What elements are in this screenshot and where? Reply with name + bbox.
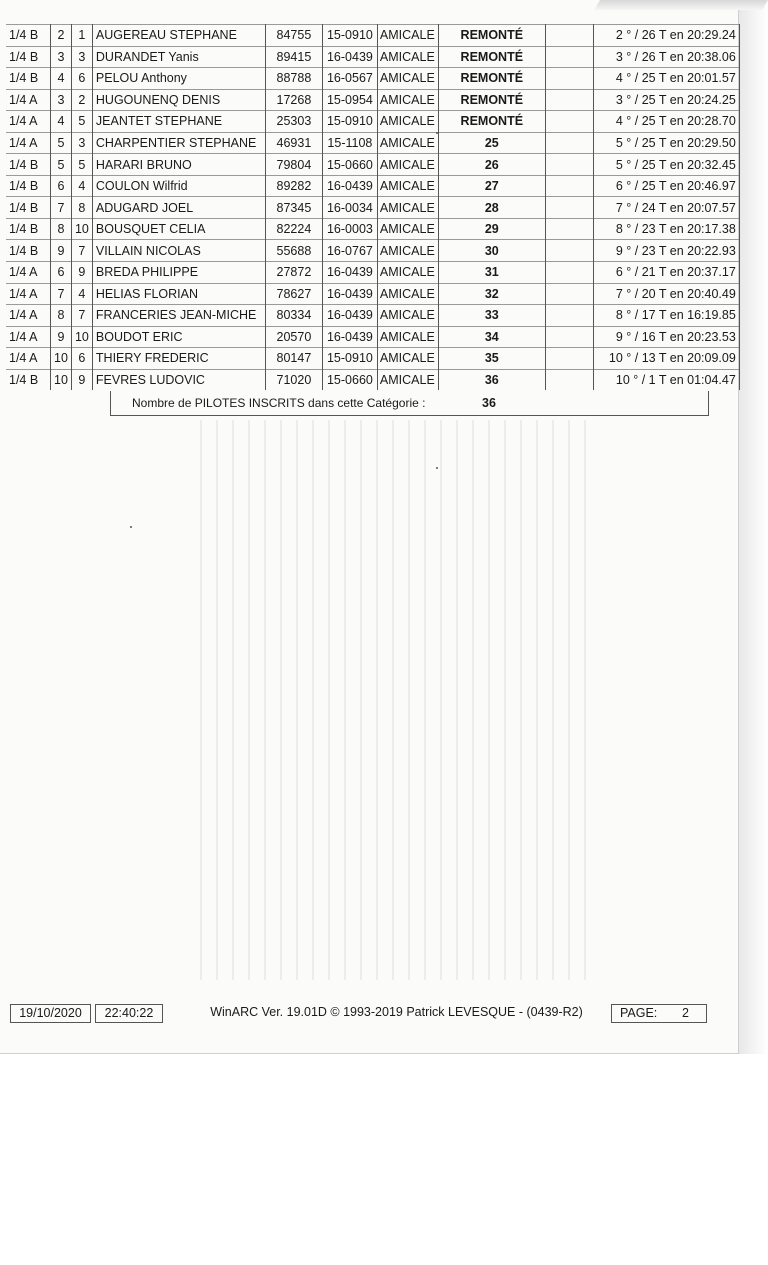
licence-type-cell: AMICALE: [377, 89, 438, 111]
heat-rank-cell: 10: [51, 369, 72, 390]
heat-time-cell: 4 ° / 25 T en 20:28.70: [593, 111, 739, 133]
final-result-cell: REMONTÉ: [438, 111, 545, 133]
table-row: [6, 175, 739, 197]
grid-position-cell: 7: [71, 305, 92, 327]
club-code-cell: 15-1108: [322, 132, 377, 154]
table-row: [6, 240, 739, 262]
licence-type-cell: AMICALE: [377, 197, 438, 219]
heat-time-cell: 2 ° / 26 T en 20:29.24: [593, 25, 739, 47]
final-result-cell: REMONTÉ: [438, 68, 545, 90]
heat-rank-cell: 9: [51, 240, 72, 262]
table-row: [6, 111, 739, 133]
spacer-cell: [545, 89, 593, 111]
heat-time-cell: 3 ° / 25 T en 20:24.25: [593, 89, 739, 111]
heat-time-cell: 7 ° / 20 T en 20:40.49: [593, 283, 739, 305]
category-cell: 1/4 B: [6, 25, 51, 47]
club-code-cell: 16-0767: [322, 240, 377, 262]
table-row: [6, 89, 739, 111]
heat-rank-cell: 8: [51, 218, 72, 240]
heat-rank-cell: 4: [51, 68, 72, 90]
licence-number-cell: 27872: [265, 262, 322, 284]
licence-number-cell: 87345: [265, 197, 322, 219]
heat-rank-cell: 7: [51, 197, 72, 219]
heat-rank-cell: 8: [51, 305, 72, 327]
pilot-name-cell: JEANTET STEPHANE: [92, 111, 265, 133]
licence-type-cell: AMICALE: [377, 305, 438, 327]
category-cell: 1/4 A: [6, 132, 51, 154]
heat-time-cell: 9 ° / 16 T en 20:23.53: [593, 326, 739, 348]
page-fold: [594, 0, 768, 10]
final-result-cell: 28: [438, 197, 545, 219]
heat-time-cell: 6 ° / 21 T en 20:37.17: [593, 262, 739, 284]
category-cell: 1/4 B: [6, 218, 51, 240]
club-code-cell: 15-0660: [322, 369, 377, 390]
total-value: 36: [482, 396, 496, 410]
club-code-cell: 15-0660: [322, 154, 377, 176]
licence-type-cell: AMICALE: [377, 154, 438, 176]
club-code-cell: 15-0910: [322, 111, 377, 133]
licence-type-cell: AMICALE: [377, 175, 438, 197]
table-row: [6, 262, 739, 284]
heat-time-cell: 9 ° / 23 T en 20:22.93: [593, 240, 739, 262]
heat-time-cell: 6 ° / 25 T en 20:46.97: [593, 175, 739, 197]
licence-type-cell: AMICALE: [377, 369, 438, 390]
heat-time-cell: 5 ° / 25 T en 20:32.45: [593, 154, 739, 176]
grid-position-cell: 5: [71, 154, 92, 176]
category-cell: 1/4 A: [6, 283, 51, 305]
spacer-cell: [545, 68, 593, 90]
final-result-cell: 35: [438, 348, 545, 370]
licence-type-cell: AMICALE: [377, 240, 438, 262]
heat-rank-cell: 6: [51, 262, 72, 284]
final-result-cell: REMONTÉ: [438, 46, 545, 68]
heat-rank-cell: 5: [51, 154, 72, 176]
heat-time-cell: 7 ° / 24 T en 20:07.57: [593, 197, 739, 219]
spacer-cell: [545, 111, 593, 133]
licence-number-cell: 84755: [265, 25, 322, 47]
category-cell: 1/4 A: [6, 348, 51, 370]
spacer-cell: [545, 283, 593, 305]
final-result-cell: REMONTÉ: [438, 89, 545, 111]
grid-position-cell: 6: [71, 68, 92, 90]
final-result-cell: 29: [438, 218, 545, 240]
licence-number-cell: 20570: [265, 326, 322, 348]
pilot-name-cell: HARARI BRUNO: [92, 154, 265, 176]
category-cell: 1/4 B: [6, 240, 51, 262]
spacer-cell: [545, 132, 593, 154]
heat-time-cell: 10 ° / 13 T en 20:09.09: [593, 348, 739, 370]
licence-number-cell: 89282: [265, 175, 322, 197]
table-row: [6, 154, 739, 176]
table-row: [6, 68, 739, 90]
heat-time-cell: 8 ° / 23 T en 20:17.38: [593, 218, 739, 240]
spacer-cell: [545, 197, 593, 219]
pilot-name-cell: FEVRES LUDOVIC: [92, 369, 265, 390]
table-row: [6, 25, 739, 47]
club-code-cell: 15-0954: [322, 89, 377, 111]
table-row: [6, 348, 739, 370]
total-label: Nombre de PILOTES INSCRITS dans cette Catégorie :: [132, 396, 426, 410]
scan-speck: [436, 467, 438, 469]
spacer-cell: [545, 25, 593, 47]
final-result-cell: 25: [438, 132, 545, 154]
results-table: [6, 24, 740, 390]
grid-position-cell: 3: [71, 132, 92, 154]
licence-type-cell: AMICALE: [377, 68, 438, 90]
heat-rank-cell: 3: [51, 89, 72, 111]
club-code-cell: 16-0567: [322, 68, 377, 90]
grid-position-cell: 9: [71, 262, 92, 284]
pilot-name-cell: ADUGARD JOEL: [92, 197, 265, 219]
licence-type-cell: AMICALE: [377, 283, 438, 305]
print-date: 19/10/2020: [10, 1004, 91, 1023]
table-row: [6, 218, 739, 240]
table-row: [6, 283, 739, 305]
pilot-name-cell: BOUSQUET CELIA: [92, 218, 265, 240]
page-footer: [10, 1004, 707, 1023]
pilot-name-cell: THIERY FREDERIC: [92, 348, 265, 370]
table-row: [6, 305, 739, 327]
heat-rank-cell: 7: [51, 283, 72, 305]
category-cell: 1/4 B: [6, 369, 51, 390]
final-result-cell: 27: [438, 175, 545, 197]
category-cell: 1/4 A: [6, 89, 51, 111]
final-result-cell: 36: [438, 369, 545, 390]
heat-rank-cell: 4: [51, 111, 72, 133]
scan-speck: [436, 132, 438, 134]
heat-rank-cell: 6: [51, 175, 72, 197]
grid-position-cell: 10: [71, 326, 92, 348]
page-number: 2: [682, 1006, 689, 1020]
category-cell: 1/4 B: [6, 46, 51, 68]
heat-time-cell: 8 ° / 17 T en 16:19.85: [593, 305, 739, 327]
spacer-cell: [545, 154, 593, 176]
category-cell: 1/4 B: [6, 197, 51, 219]
spacer-cell: [545, 262, 593, 284]
club-code-cell: 16-0439: [322, 262, 377, 284]
category-cell: 1/4 B: [6, 68, 51, 90]
licence-type-cell: AMICALE: [377, 46, 438, 68]
grid-position-cell: 2: [71, 89, 92, 111]
table-row: [6, 326, 739, 348]
pilot-name-cell: HELIAS FLORIAN: [92, 283, 265, 305]
licence-number-cell: 17268: [265, 89, 322, 111]
licence-number-cell: 80147: [265, 348, 322, 370]
grid-position-cell: 1: [71, 25, 92, 47]
licence-number-cell: 25303: [265, 111, 322, 133]
licence-number-cell: 46931: [265, 132, 322, 154]
grid-position-cell: 6: [71, 348, 92, 370]
pilot-name-cell: BREDA PHILIPPE: [92, 262, 265, 284]
grid-position-cell: 7: [71, 240, 92, 262]
club-code-cell: 16-0439: [322, 305, 377, 327]
licence-number-cell: 80334: [265, 305, 322, 327]
licence-type-cell: AMICALE: [377, 348, 438, 370]
licence-type-cell: AMICALE: [377, 111, 438, 133]
heat-rank-cell: 5: [51, 132, 72, 154]
pilot-name-cell: COULON Wilfrid: [92, 175, 265, 197]
heat-rank-cell: 10: [51, 348, 72, 370]
page-shadow: [739, 0, 768, 1054]
final-result-cell: 34: [438, 326, 545, 348]
licence-number-cell: 82224: [265, 218, 322, 240]
club-code-cell: 16-0439: [322, 46, 377, 68]
pilot-name-cell: AUGEREAU STEPHANE: [92, 25, 265, 47]
category-cell: 1/4 B: [6, 154, 51, 176]
spacer-cell: [545, 46, 593, 68]
heat-rank-cell: 9: [51, 326, 72, 348]
grid-position-cell: 4: [71, 283, 92, 305]
heat-rank-cell: 3: [51, 46, 72, 68]
pilot-name-cell: HUGOUNENQ DENIS: [92, 89, 265, 111]
final-result-cell: 31: [438, 262, 545, 284]
licence-number-cell: 79804: [265, 154, 322, 176]
licence-type-cell: AMICALE: [377, 25, 438, 47]
table-row: [6, 369, 739, 390]
total-row: [110, 391, 709, 416]
pilot-name-cell: VILLAIN NICOLAS: [92, 240, 265, 262]
grid-position-cell: 9: [71, 369, 92, 390]
club-code-cell: 15-0910: [322, 348, 377, 370]
category-cell: 1/4 A: [6, 326, 51, 348]
spacer-cell: [545, 348, 593, 370]
category-cell: 1/4 A: [6, 111, 51, 133]
pilot-name-cell: DURANDET Yanis: [92, 46, 265, 68]
club-code-cell: 16-0439: [322, 175, 377, 197]
pilot-name-cell: PELOU Anthony: [92, 68, 265, 90]
licence-number-cell: 89415: [265, 46, 322, 68]
grid-position-cell: 4: [71, 175, 92, 197]
table-row: [6, 132, 739, 154]
club-code-cell: 16-0034: [322, 197, 377, 219]
club-code-cell: 15-0910: [322, 25, 377, 47]
page-indicator: [611, 1004, 707, 1023]
final-result-cell: 33: [438, 305, 545, 327]
spacer-cell: [545, 326, 593, 348]
pilot-name-cell: FRANCERIES JEAN-MICHE: [92, 305, 265, 327]
licence-number-cell: 71020: [265, 369, 322, 390]
heat-time-cell: 5 ° / 25 T en 20:29.50: [593, 132, 739, 154]
grid-position-cell: 5: [71, 111, 92, 133]
scan-speck: [130, 526, 132, 528]
licence-type-cell: AMICALE: [377, 132, 438, 154]
spacer-cell: [545, 369, 593, 390]
club-code-cell: 16-0439: [322, 283, 377, 305]
grid-position-cell: 8: [71, 197, 92, 219]
heat-time-cell: 4 ° / 25 T en 20:01.57: [593, 68, 739, 90]
licence-number-cell: 55688: [265, 240, 322, 262]
pilot-name-cell: CHARPENTIER STEPHANE: [92, 132, 265, 154]
final-result-cell: 30: [438, 240, 545, 262]
licence-number-cell: 78627: [265, 283, 322, 305]
spacer-cell: [545, 175, 593, 197]
final-result-cell: 32: [438, 283, 545, 305]
pilot-name-cell: BOUDOT ERIC: [92, 326, 265, 348]
heat-time-cell: 10 ° / 1 T en 01:04.47: [593, 369, 739, 390]
page-label: PAGE:: [620, 1006, 658, 1020]
club-code-cell: 16-0439: [322, 326, 377, 348]
licence-type-cell: AMICALE: [377, 218, 438, 240]
heat-rank-cell: 2: [51, 25, 72, 47]
final-result-cell: REMONTÉ: [438, 25, 545, 47]
show-through-text: [200, 420, 600, 980]
category-cell: 1/4 B: [6, 175, 51, 197]
grid-position-cell: 3: [71, 46, 92, 68]
category-cell: 1/4 A: [6, 305, 51, 327]
licence-type-cell: AMICALE: [377, 262, 438, 284]
licence-number-cell: 88788: [265, 68, 322, 90]
licence-type-cell: AMICALE: [377, 326, 438, 348]
spacer-cell: [545, 218, 593, 240]
software-credit: WinARC Ver. 19.01D © 1993-2019 Patrick LEVESQUE - (0439-R2): [210, 1005, 583, 1019]
spacer-cell: [545, 305, 593, 327]
club-code-cell: 16-0003: [322, 218, 377, 240]
grid-position-cell: 10: [71, 218, 92, 240]
heat-time-cell: 3 ° / 26 T en 20:38.06: [593, 46, 739, 68]
spacer-cell: [545, 240, 593, 262]
results-table-body: [6, 25, 739, 391]
table-row: [6, 46, 739, 68]
print-time: 22:40:22: [95, 1004, 163, 1023]
final-result-cell: 26: [438, 154, 545, 176]
table-row: [6, 197, 739, 219]
category-cell: 1/4 A: [6, 262, 51, 284]
